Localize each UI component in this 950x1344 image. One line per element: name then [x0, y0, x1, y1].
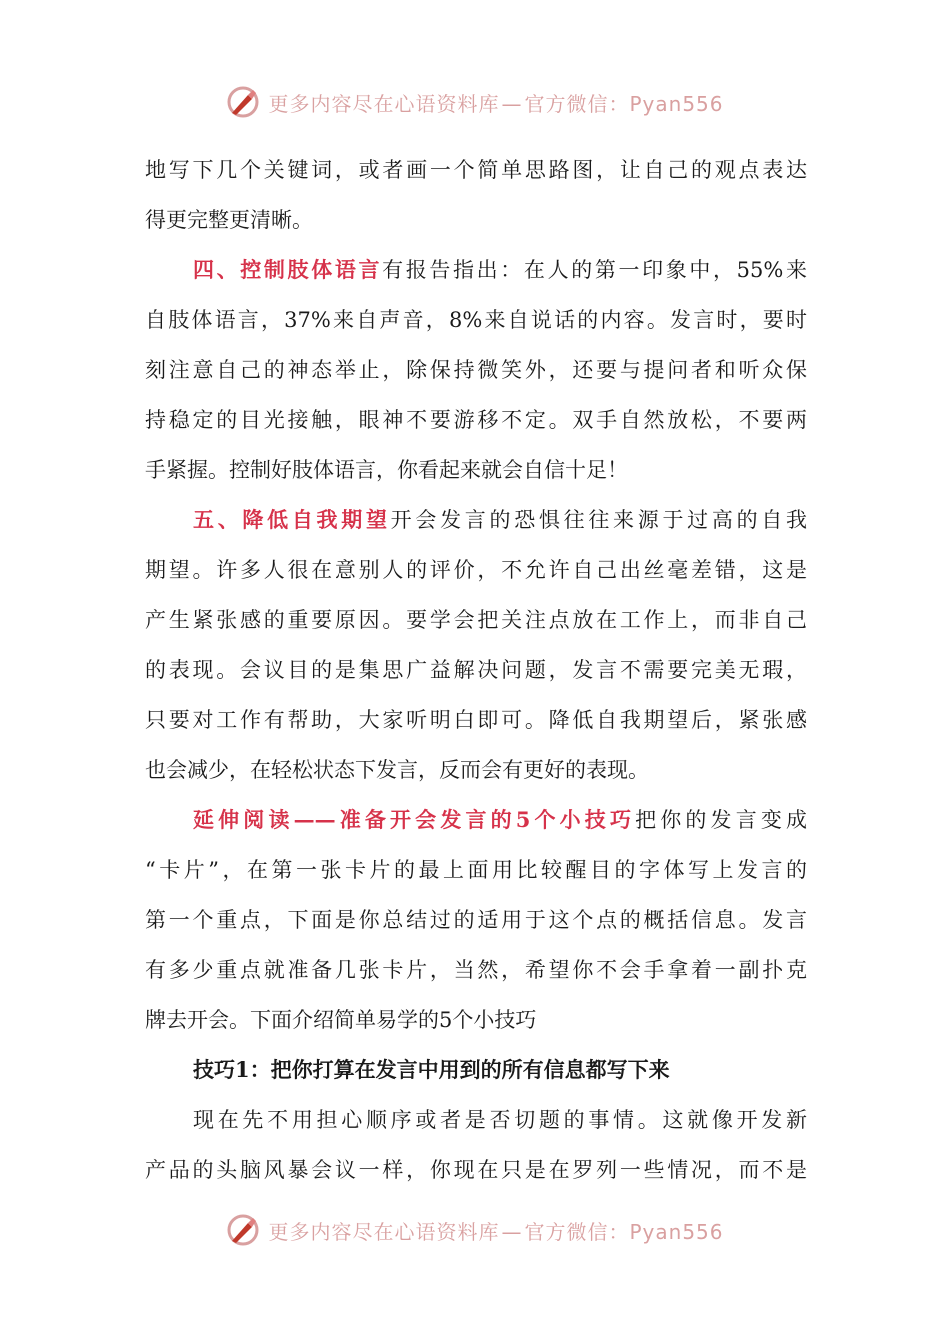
header-banner [0, 82, 950, 122]
text-line: 的表现。会议目的是集思广益解决问题，发言不需要完美无瑕， [145, 658, 807, 682]
header-brand-text [268, 88, 723, 117]
header-wechat-id: Pyan556 [629, 91, 724, 116]
text-line: 只要对工作有帮助，大家听明白即可。降低自我期望后，紧张感 [145, 708, 807, 732]
text-line: 产生紧张感的重要原因。要学会把关注点放在工作上，而非自己 [145, 608, 807, 632]
text-run: 开会发言的恐惧往往来源于过高的自我 [390, 508, 807, 532]
paragraph-body-language [145, 245, 807, 495]
text-line: 有多少重点就准备几张卡片，当然，希望你不会手拿着一副扑克 [145, 958, 807, 982]
paragraph-extended-reading [145, 795, 807, 1045]
text-line: 手紧握。控制好肢体语言，你看起来就会自信十足！ [145, 458, 628, 482]
section-heading-five: 五、降低自我期望 [193, 507, 391, 532]
text-line: 自肢体语言，37%来自声音，8%来自说话的内容。发言时，要时 [145, 308, 807, 332]
footer-wechat-id: Pyan556 [629, 1219, 724, 1244]
text-line: 现在先不用担心顺序或者是否切题的事情。这就像开发新 [193, 1108, 807, 1132]
text-line: 产品的头脑风暴会议一样，你现在只是在罗列一些情况，而不是 [145, 1158, 807, 1182]
text-line: 第一个重点，下面是你总结过的适用于这个点的概括信息。发言 [145, 908, 807, 932]
text-line: 地写下几个关键词，或者画一个简单思路图，让自己的观点表达 [145, 158, 807, 182]
text-line: “卡片”，在第一张卡片的最上面用比较醒目的字体写上发言的 [145, 858, 807, 882]
text-run: 把你的发言变成 [635, 808, 807, 832]
text-line: 持稳定的目光接触，眼神不要游移不定。双手自然放松，不要两 [145, 408, 807, 432]
footer-site-name: 更多内容尽在心语资料库 [268, 1219, 500, 1244]
header-separator: — [501, 91, 523, 116]
paragraph-tip-one-body [145, 1095, 807, 1195]
paragraph-lower-expectations [145, 495, 807, 795]
section-heading-four: 四、控制肢体语言 [193, 257, 383, 282]
text-line: 刻注意自己的神态举止，除保持微笑外，还要与提问者和听众保 [145, 358, 807, 382]
footer-separator: — [501, 1219, 523, 1244]
header-site-name: 更多内容尽在心语资料库 [268, 91, 500, 116]
footer-banner [0, 1210, 950, 1250]
text-run: 有报告指出：在人的第一印象中，55%来 [382, 258, 807, 282]
footer-brand-text [268, 1216, 723, 1245]
section-heading-extended-reading: 延伸阅读——准备开会发言的5个小技巧 [193, 807, 636, 832]
pen-nib-logo-icon [226, 1213, 260, 1247]
text-line [145, 245, 807, 295]
footer-wechat-label: 官方微信： [524, 1219, 630, 1244]
document-body [145, 145, 807, 1195]
header-wechat-label: 官方微信： [524, 91, 630, 116]
text-line: 期望。许多人很在意别人的评价，不允许自己出丝毫差错，这是 [145, 558, 807, 582]
text-line [145, 495, 807, 545]
pen-nib-logo-icon [226, 85, 260, 119]
text-line: 也会减少，在轻松状态下发言，反而会有更好的表现。 [145, 758, 649, 782]
text-line [145, 795, 807, 845]
text-line: 牌去开会。下面介绍简单易学的5个小技巧 [145, 1008, 537, 1032]
tip-one-heading: 技巧1：把你打算在发言中用到的所有信息都写下来 [193, 1057, 670, 1082]
text-line: 得更完整更清晰。 [145, 208, 313, 232]
paragraph-continuation [145, 145, 807, 245]
